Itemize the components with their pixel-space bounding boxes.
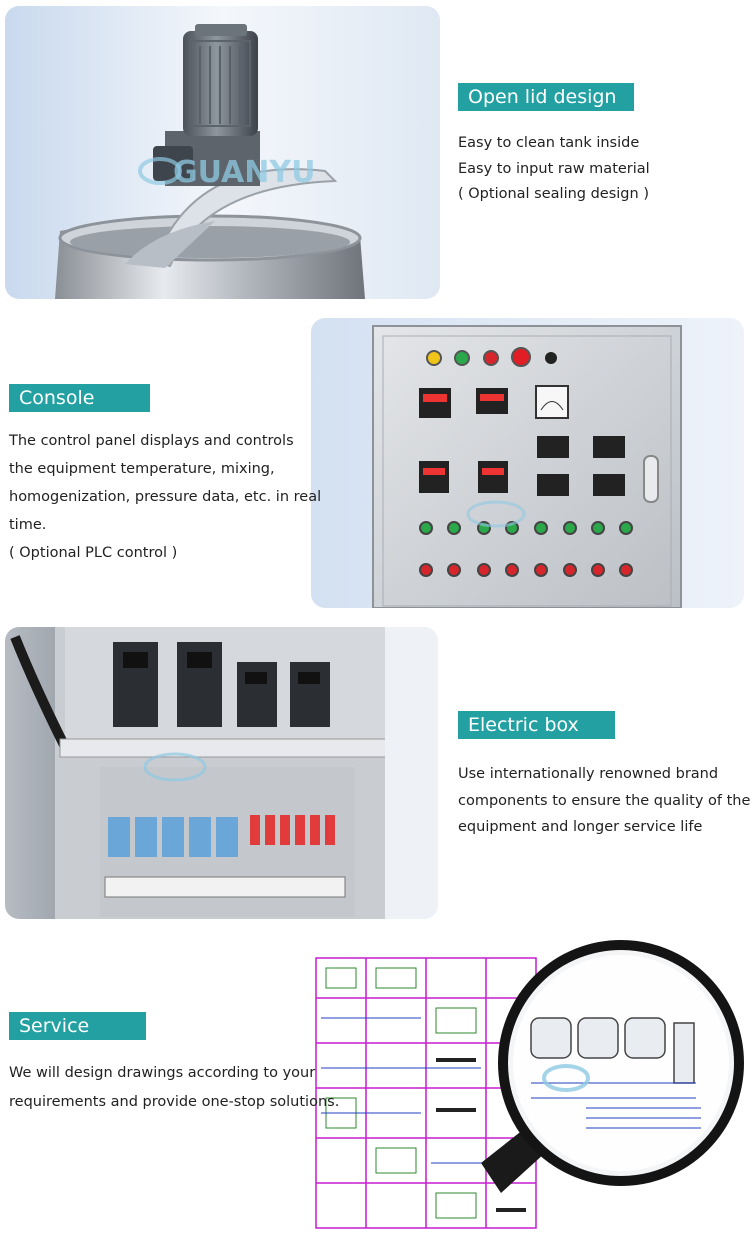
open-lid-line: Easy to clean tank inside (458, 135, 640, 151)
open-lid-heading: Open lid design (458, 83, 634, 111)
console-line: homogenization, pressure data, etc. in real (9, 489, 322, 505)
service-heading: Service (9, 1012, 146, 1040)
electric-box-heading: Electric box (458, 711, 615, 739)
open-lid-line: ( Optional sealing design ) (458, 186, 649, 202)
console-heading: Console (9, 384, 150, 412)
electric-box-line: components to ensure the quality of the (458, 792, 750, 809)
console-line: the equipment temperature, mixing, (9, 461, 275, 477)
open-lid-line: Easy to input raw material (458, 160, 650, 177)
electric-box-line: Use internationally renowned brand (458, 766, 719, 782)
open-lid-photo (5, 6, 440, 299)
service-description (9, 1059, 339, 1117)
console-line: ( Optional PLC control ) (9, 545, 178, 561)
console-description (9, 427, 321, 567)
console-line: The control panel displays and controls (9, 433, 294, 449)
electric-box-line: equipment and longer service life (458, 819, 703, 835)
electric-box-photo (5, 627, 438, 919)
electric-box-description (458, 761, 750, 841)
service-drawing-photo (306, 938, 744, 1236)
console-line: time. (9, 517, 47, 533)
guanyu-watermark: GUANYU (173, 155, 316, 190)
service-line: We will design drawings according to your (9, 1065, 316, 1081)
open-lid-description (458, 131, 650, 208)
console-photo (311, 318, 744, 608)
service-line: requirements and provide one-stop solutions. (9, 1094, 340, 1110)
